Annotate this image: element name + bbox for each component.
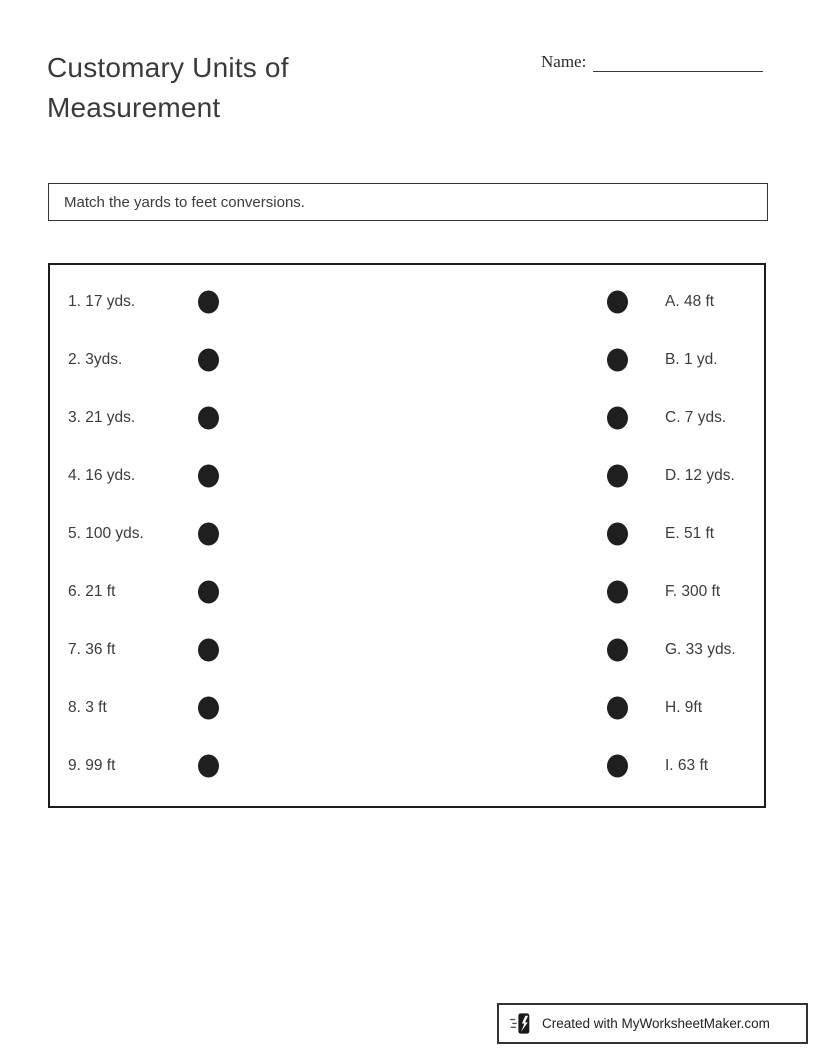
left-match-dot-3[interactable] [198,407,219,430]
right-match-dot-h[interactable] [607,697,628,720]
right-match-dot-g[interactable] [607,639,628,662]
right-match-dot-f[interactable] [607,581,628,604]
right-item-label: A. 48 ft [665,293,715,310]
left-item-label: 5. 100 yds. [68,525,144,542]
page-title: Customary Units of Measurement [47,52,289,123]
left-match-dot-5[interactable] [198,523,219,546]
name-field [541,50,763,72]
left-item-label: 6. 21 ft [68,583,116,600]
match-row-2 [50,331,764,389]
right-item-label: I. 63 ft [665,757,709,774]
right-match-dot-a[interactable] [607,291,628,314]
right-item-label: H. 9ft [665,699,703,716]
credit-text: Created with MyWorksheetMaker.com [542,1016,770,1031]
right-item-label: F. 300 ft [665,583,721,600]
left-item-label: 9. 99 ft [68,757,116,774]
right-match-dot-b[interactable] [607,349,628,372]
match-row-8 [50,679,764,737]
right-item-label: C. 7 yds. [665,409,727,426]
match-row-7 [50,621,764,679]
name-label: Name: [541,52,587,71]
right-match-dot-d[interactable] [607,465,628,488]
instruction-box [48,183,768,221]
left-match-dot-1[interactable] [198,291,219,314]
left-match-dot-2[interactable] [198,349,219,372]
left-match-dot-4[interactable] [198,465,219,488]
match-row-4 [50,447,764,505]
left-item-label: 7. 36 ft [68,641,116,658]
matching-exercise [48,263,766,808]
left-match-dot-6[interactable] [198,581,219,604]
left-item-label: 4. 16 yds. [68,467,136,484]
right-match-dot-c[interactable] [607,407,628,430]
left-match-dot-7[interactable] [198,639,219,662]
right-match-dot-e[interactable] [607,523,628,546]
left-item-label: 3. 21 yds. [68,409,136,426]
right-item-label: B. 1 yd. [665,351,718,368]
left-item-label: 1. 17 yds. [68,293,136,310]
left-match-dot-9[interactable] [198,755,219,778]
match-row-3 [50,389,764,447]
credit-box [497,1003,808,1044]
right-item-label: D. 12 yds. [665,467,735,484]
left-item-label: 2. 3yds. [68,351,123,368]
match-row-1 [50,273,764,331]
match-row-5 [50,505,764,563]
match-row-9 [50,737,764,795]
right-item-label: E. 51 ft [665,525,715,542]
instruction-text: Match the yards to feet conversions. [64,193,305,211]
right-item-label: G. 33 yds. [665,641,736,658]
match-row-6 [50,563,764,621]
name-blank-line[interactable] [593,50,763,72]
right-match-dot-i[interactable] [607,755,628,778]
left-match-dot-8[interactable] [198,697,219,720]
left-item-label: 8. 3 ft [68,699,107,716]
myworksheetmaker-logo-icon [509,1011,534,1036]
